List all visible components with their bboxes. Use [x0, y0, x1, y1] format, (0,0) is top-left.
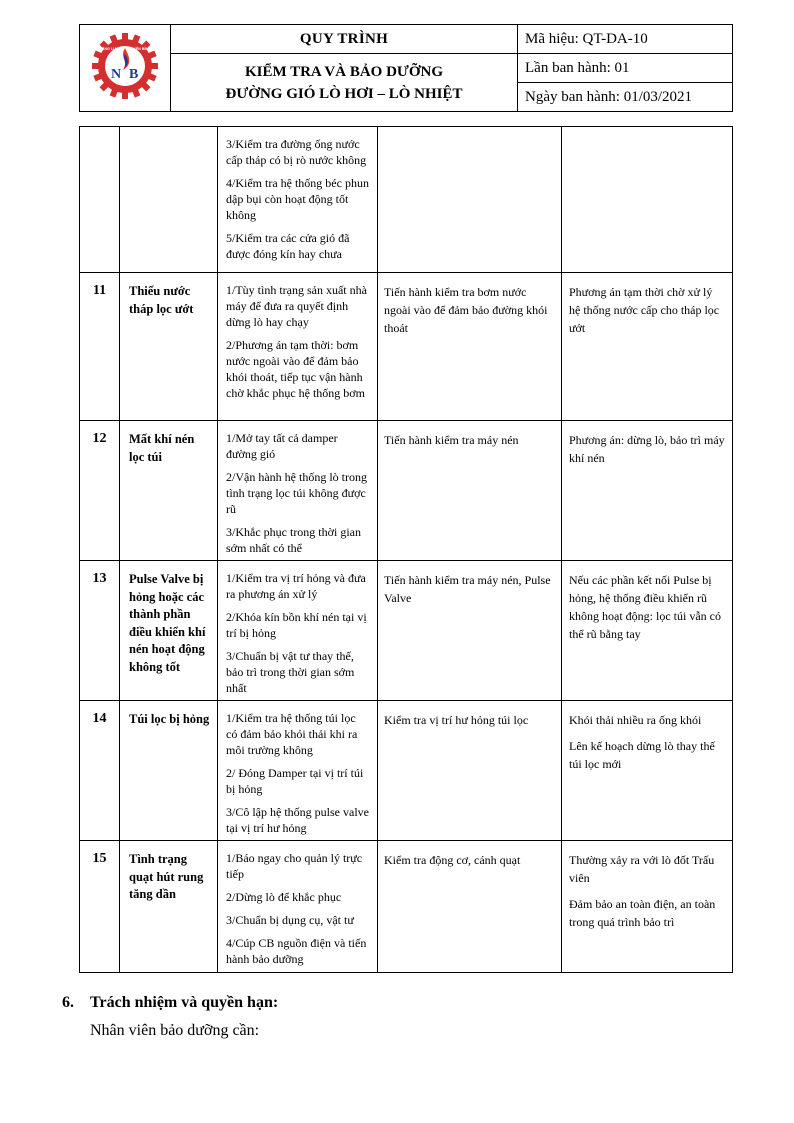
action-step: 3/Kiểm tra đường ống nước cấp tháp có bị rò nước không — [226, 137, 367, 167]
action-step: 3/Chuẩn bị vật tư thay thế, bảo trì trong thời gian sớm nhất — [226, 649, 355, 695]
row-number: 11 — [80, 273, 120, 421]
check-cell — [378, 273, 562, 421]
issue-number: Lần ban hành: 01 — [518, 54, 733, 83]
action-step: 3/Khắc phục trong thời gian sớm nhất có thể — [226, 525, 361, 555]
action-step: 2/Dừng lò để khắc phục — [226, 890, 342, 904]
check-cell — [378, 701, 562, 841]
section-number: 6. — [62, 994, 74, 1011]
row-number — [80, 127, 120, 273]
row-number: 12 — [80, 421, 120, 561]
document-type: QUY TRÌNH — [171, 25, 518, 54]
actions-cell — [218, 421, 378, 561]
check-item: Kiểm tra động cơ, cánh quạt — [384, 853, 521, 867]
actions-cell — [218, 701, 378, 841]
actions-cell — [218, 273, 378, 421]
note-item: Đảm bảo an toàn điện, an toàn trong quá trình bảo trì — [569, 897, 716, 929]
document-title — [171, 54, 518, 112]
note-cell — [562, 561, 733, 701]
actions-cell — [218, 841, 378, 973]
action-step: 4/Kiểm tra hệ thống béc phun dập bụi còn hoạt động tốt không — [226, 176, 369, 222]
check-cell — [378, 127, 562, 273]
action-step: 2/Vận hành hệ thống lò trong tình trạng lọc túi không được rũ — [226, 470, 367, 516]
note-cell — [562, 421, 733, 561]
row-number: 14 — [80, 701, 120, 841]
issue-cell: Tình trạng quạt hút rung tăng dần — [120, 841, 218, 973]
check-item: Tiến hành kiểm tra máy nén, Pulse Valve — [384, 573, 551, 605]
table-row — [80, 561, 733, 701]
section-body: Nhân viên bảo dưỡng cần: — [90, 1022, 260, 1039]
table-row — [80, 421, 733, 561]
note-cell — [562, 273, 733, 421]
issue-cell: Mất khí nén lọc túi — [120, 421, 218, 561]
note-cell — [562, 701, 733, 841]
note-item: Nếu các phần kết nối Pulse bị hỏng, hệ thống điều khiển rũ không hoạt động: lọc túi vẫn có thể rũ bằng tay — [569, 573, 721, 641]
action-step: 3/Chuẩn bị dụng cụ, vật tư — [226, 913, 354, 927]
check-cell — [378, 841, 562, 973]
action-step: 2/ Đóng Damper tại vị trí túi bị hỏng — [226, 766, 364, 796]
section-heading — [62, 994, 278, 1012]
note-cell — [562, 841, 733, 973]
action-step: 1/Tùy tình trạng sản xuất nhà máy để đưa ra quyết định dừng lò hay chạy — [226, 283, 367, 329]
actions-cell — [218, 561, 378, 701]
document-code: Mã hiệu: QT-DA-10 — [518, 25, 733, 54]
action-step: 2/Khóa kín bồn khí nén tại vị trí bị hỏng — [226, 610, 367, 640]
issue-cell — [120, 127, 218, 273]
table-row — [80, 127, 733, 273]
action-step: 4/Cúp CB nguồn điện và tiến hành bảo dưỡng — [226, 936, 367, 966]
action-step: 1/Mở tay tất cả damper đường gió — [226, 431, 338, 461]
check-item: Tiến hành kiểm tra máy nén — [384, 433, 519, 447]
document-header — [79, 24, 733, 112]
issue-date: Ngày ban hành: 01/03/2021 — [518, 83, 733, 112]
action-step: 1/Kiểm tra hệ thống túi lọc có đảm bảo khói thải khi ra môi trường không — [226, 711, 358, 757]
logo-letter-n: N — [111, 66, 122, 82]
document-title-line2: ĐƯỜNG GIÓ LÒ HƠI – LÒ NHIỆT — [225, 85, 463, 102]
table-row — [80, 701, 733, 841]
action-step: 3/Cô lập hệ thống pulse valve tại vị trí hư hỏng — [226, 805, 369, 835]
troubleshooting-table — [79, 126, 733, 973]
action-step: 1/Kiểm tra vị trí hỏng và đưa ra phương án xử lý — [226, 571, 366, 601]
action-step: 2/Phương án tạm thời: bơm nước ngoài vào để đảm bảo khói thoát, tiếp tục vận hành chờ khắc phục hệ thống bơm — [226, 338, 365, 400]
row-number: 15 — [80, 841, 120, 973]
note-item: Khói thải nhiều ra ống khói — [569, 713, 702, 727]
action-step: 1/Báo ngay cho quản lý trực tiếp — [226, 851, 363, 881]
issue-cell: Thiếu nước tháp lọc ướt — [120, 273, 218, 421]
company-logo-cell — [80, 25, 171, 112]
actions-cell — [218, 127, 378, 273]
logo-letter-b: B — [129, 66, 139, 82]
note-item: Thường xảy ra với lò đốt Trấu viên — [569, 853, 715, 885]
section-title: Trách nhiệm và quyền hạn: — [90, 994, 279, 1011]
issue-cell: Túi lọc bị hỏng — [120, 701, 218, 841]
note-cell — [562, 127, 733, 273]
action-step: 5/Kiểm tra các cửa gió đã được đóng kín hay chưa — [226, 231, 350, 261]
row-number: 13 — [80, 561, 120, 701]
issue-cell: Pulse Valve bị hỏng hoặc các thành phần điều khiển khí nén hoạt động không tốt — [120, 561, 218, 701]
note-item: Lên kế hoạch dừng lò thay thế túi lọc mới — [569, 739, 715, 771]
check-cell — [378, 421, 562, 561]
company-logo-icon — [89, 30, 161, 102]
logo-company-text: NĂNG LƯỢNG NGUYÊN BÌNH — [99, 46, 151, 51]
table-row — [80, 841, 733, 973]
check-item: Kiểm tra vị trí hư hỏng túi lọc — [384, 713, 529, 727]
document-title-line1: KIỂM TRA VÀ BẢO DƯỠNG — [244, 63, 444, 80]
note-item: Phương án tạm thời chờ xử lý hệ thống nước cấp cho tháp lọc ướt — [569, 285, 720, 335]
note-item: Phương án: dừng lò, bảo trì máy khí nén — [569, 433, 725, 465]
check-item: Tiến hành kiểm tra bơm nước ngoài vào để đảm bảo đường khói thoát — [384, 285, 548, 335]
table-row — [80, 273, 733, 421]
check-cell — [378, 561, 562, 701]
